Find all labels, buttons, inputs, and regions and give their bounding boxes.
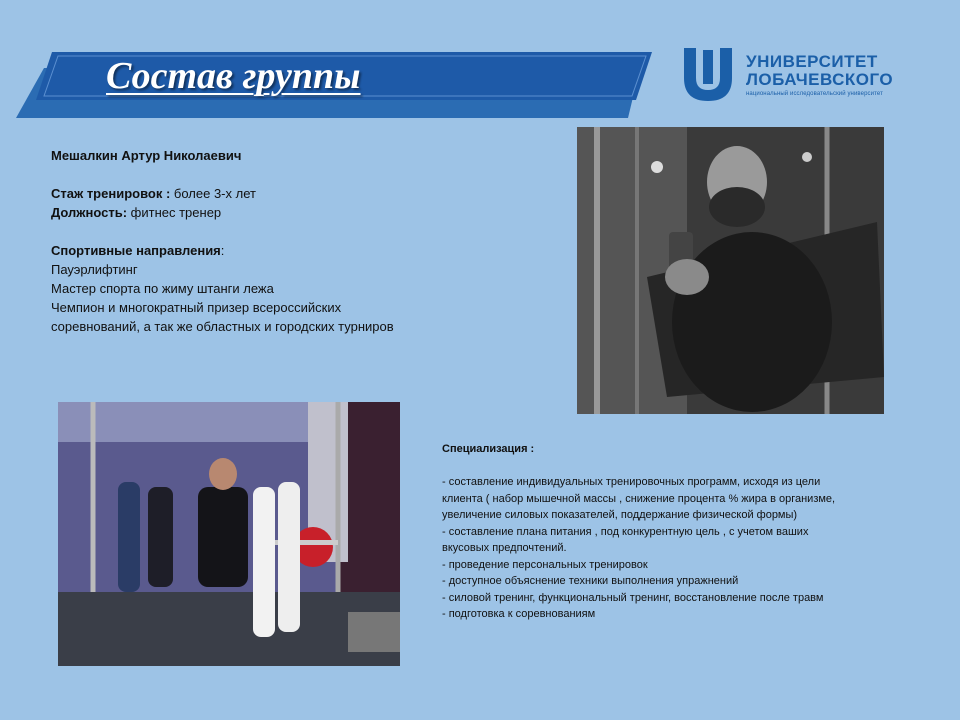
specialization-line: - доступное объяснение техники выполнения упражнений (442, 575, 739, 587)
profile-info (51, 146, 551, 336)
logo-text-line1: УНИВЕРСИТЕТ (746, 52, 878, 71)
position-row (51, 203, 551, 222)
direction-item: Мастер спорта по жиму штанги лежа (51, 281, 274, 296)
experience-label: Стаж тренировок : (51, 186, 171, 201)
logo-text-line2: ЛОБАЧЕВСКОГО (746, 70, 894, 89)
university-logo-icon (682, 46, 734, 102)
logo-text-line3: национальный исследовательский университет (746, 91, 883, 97)
page-title: Состав группы (106, 55, 361, 97)
competition-photo (58, 402, 400, 666)
specialization-line: увеличение силовых показателей, поддержание физической формы) (442, 509, 798, 521)
experience-value: более 3-х лет (170, 186, 256, 201)
specialization-line: - составление плана питания , под конкурентную цель , с учетом ваших (442, 525, 809, 538)
university-logo (682, 46, 892, 104)
specialization-line: клиента ( набор мышечной массы , снижение процента % жира в организме, (442, 492, 836, 505)
specialization-line: вкусовых предпочтений. (442, 542, 567, 554)
specialization-title: Специализация : (442, 443, 535, 455)
position-label: Должность: (51, 205, 128, 220)
directions-heading: Спортивные направления: (51, 243, 225, 258)
direction-item: Пауэрлифтинг (51, 262, 138, 277)
specialization-line: - проведение персональных тренировок (442, 558, 648, 571)
specialization-block (442, 441, 922, 623)
specialization-line: - силовой тренинг, функциональный тренинг, восстановление после травм (442, 591, 824, 604)
specialization-line: - составление индивидуальных тренировочных программ, исходя из цели (442, 476, 821, 488)
position-value: фитнес тренер (127, 205, 222, 220)
trainer-name: Мешалкин Артур Николаевич (51, 148, 242, 163)
specialization-line: - подготовка к соревнованиям (442, 608, 596, 620)
trainer-portrait-photo (577, 127, 884, 414)
direction-item: соревнований, а так же областных и городских турниров (51, 319, 394, 334)
experience-row (51, 184, 551, 203)
directions-label: Спортивные направления (51, 243, 221, 258)
direction-item: Чемпион и многократный призер всероссийских (51, 300, 342, 315)
